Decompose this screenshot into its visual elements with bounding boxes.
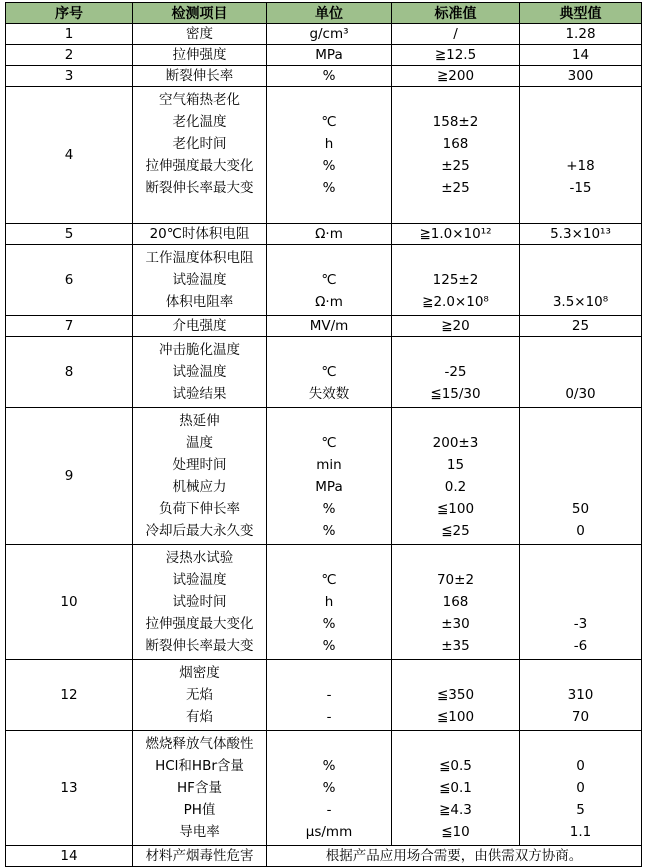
table-row xyxy=(6,45,642,66)
cell-standard xyxy=(392,408,520,545)
cell-item xyxy=(133,245,267,316)
cell-typical-line: 0 xyxy=(576,780,585,796)
cell-standard-line: ≧4.3 xyxy=(439,802,472,818)
cell-standard-line: ≦15/30 xyxy=(430,386,481,402)
cell-unit-line: ℃ xyxy=(321,114,337,130)
cell-typical-line xyxy=(520,247,641,269)
table-row xyxy=(6,66,642,87)
cell-standard-line xyxy=(392,733,519,755)
cell-standard xyxy=(392,245,520,316)
cell-standard-line: 158±2 xyxy=(432,114,479,130)
spec-table xyxy=(5,2,642,867)
cell-unit-line: - xyxy=(326,709,332,725)
cell-typical xyxy=(520,337,642,408)
cell-unit: Ω·m xyxy=(267,224,392,245)
cell-item-line: HF含量 xyxy=(177,780,222,796)
cell-unit-line: ℃ xyxy=(321,364,337,380)
cell-unit-line: - xyxy=(326,802,332,818)
cell-item: 介电强度 xyxy=(133,316,267,337)
cell-typical: 14 xyxy=(520,45,642,66)
cell-unit-line: min xyxy=(316,457,342,473)
cell-item-line: 导电率 xyxy=(179,824,220,840)
cell-typical-line xyxy=(520,133,641,155)
row-number: 3 xyxy=(6,66,133,87)
cell-item-line: 试验温度 xyxy=(172,572,227,588)
cell-typical-line xyxy=(520,569,641,591)
cell-unit xyxy=(267,337,392,408)
cell-unit-line xyxy=(267,339,391,361)
cell-standard-line: ≦350 xyxy=(436,687,475,703)
cell-unit xyxy=(267,660,392,731)
row-number: 9 xyxy=(6,408,133,545)
cell-unit-line: 失效数 xyxy=(308,386,350,402)
cell-item: 材料产烟毒性危害 xyxy=(133,846,267,867)
cell-item-line: 老化温度 xyxy=(172,114,227,130)
cell-typical-line: 5 xyxy=(576,802,585,818)
cell-typical xyxy=(520,660,642,731)
header-row xyxy=(6,3,642,24)
cell-unit-line: % xyxy=(322,758,336,774)
cell-unit-line: - xyxy=(326,687,332,703)
cell-standard xyxy=(392,545,520,660)
cell-standard xyxy=(392,660,520,731)
header-typical: 典型值 xyxy=(520,3,642,24)
cell-unit-line: % xyxy=(322,180,336,196)
cell-item-line: 无焰 xyxy=(186,687,213,703)
cell-standard-line xyxy=(392,547,519,569)
cell-standard-line: ±25 xyxy=(441,158,470,174)
cell-typical-line xyxy=(520,547,641,569)
cell-standard-line xyxy=(392,199,519,221)
cell-item-line: 试验时间 xyxy=(172,594,227,610)
row-number: 4 xyxy=(6,87,133,224)
table-row xyxy=(6,245,642,316)
cell-typical-line xyxy=(520,410,641,432)
cell-standard-line: ≦0.1 xyxy=(439,780,472,796)
row-number: 13 xyxy=(6,731,133,846)
cell-item-line: 试验温度 xyxy=(172,272,227,288)
cell-standard: ≧1.0×10¹² xyxy=(392,224,520,245)
cell-standard-line: 0.2 xyxy=(444,479,467,495)
cell-standard xyxy=(392,731,520,846)
cell-item-line: 有焰 xyxy=(186,709,213,725)
cell-item-line xyxy=(133,199,266,221)
cell-typical-line xyxy=(520,454,641,476)
cell-unit: % xyxy=(267,66,392,87)
cell-standard xyxy=(392,337,520,408)
cell-typical-line: +18 xyxy=(566,158,595,174)
cell-standard-line: -25 xyxy=(444,364,467,380)
cell-typical: 300 xyxy=(520,66,642,87)
cell-item xyxy=(133,408,267,545)
cell-item: 20℃时体积电阻 xyxy=(133,224,267,245)
cell-typical xyxy=(520,87,642,224)
cell-standard-line: ±35 xyxy=(441,638,470,654)
cell-item xyxy=(133,545,267,660)
cell-item-line: 断裂伸长率最大变 xyxy=(145,638,254,654)
cell-standard-line: ≦0.5 xyxy=(439,758,472,774)
cell-unit-line: % xyxy=(322,638,336,654)
cell-unit xyxy=(267,87,392,224)
cell-typical-line xyxy=(520,662,641,684)
cell-unit xyxy=(267,408,392,545)
cell-standard-line: ≦25 xyxy=(441,523,470,539)
cell-standard-line: 168 xyxy=(442,136,469,152)
cell-typical: 25 xyxy=(520,316,642,337)
row-number: 14 xyxy=(6,846,133,867)
cell-item xyxy=(133,731,267,846)
cell-typical-line: -3 xyxy=(573,616,588,632)
cell-unit-line: ℃ xyxy=(321,272,337,288)
row-number: 2 xyxy=(6,45,133,66)
cell-typical-line: 3.5×10⁸ xyxy=(552,294,609,310)
table-row xyxy=(6,24,642,45)
cell-item: 拉伸强度 xyxy=(133,45,267,66)
cell-typical-line xyxy=(520,432,641,454)
cell-unit xyxy=(267,731,392,846)
cell-typical-line: 50 xyxy=(571,501,590,517)
cell-standard xyxy=(392,87,520,224)
cell-typical-line: 0 xyxy=(576,523,585,539)
cell-item: 断裂伸长率 xyxy=(133,66,267,87)
cell-item-line: 断裂伸长率最大变 xyxy=(145,180,254,196)
row-number: 12 xyxy=(6,660,133,731)
cell-unit xyxy=(267,545,392,660)
cell-unit-line: ℃ xyxy=(321,435,337,451)
cell-item-line: 处理时间 xyxy=(172,457,227,473)
cell-unit: g/cm³ xyxy=(267,24,392,45)
cell-typical-line: 310 xyxy=(567,687,594,703)
cell-standard-line: 125±2 xyxy=(432,272,479,288)
cell-item-line: PH值 xyxy=(183,802,216,818)
cell-unit-line: h xyxy=(324,136,334,152)
cell-unit xyxy=(267,245,392,316)
cell-typical-line xyxy=(520,269,641,291)
cell-unit-line: ℃ xyxy=(321,572,337,588)
cell-unit-line: % xyxy=(322,780,336,796)
table-body xyxy=(6,24,642,867)
table-row xyxy=(6,660,642,731)
cell-item-line: 试验结果 xyxy=(172,386,227,402)
cell-typical: 1.28 xyxy=(520,24,642,45)
cell-item-line: 温度 xyxy=(186,435,213,451)
table-row xyxy=(6,408,642,545)
cell-typical-line xyxy=(520,476,641,498)
cell-standard-line xyxy=(392,339,519,361)
cell-item-line: 热延伸 xyxy=(179,413,220,429)
cell-item-line: 冷却后最大永久变 xyxy=(145,523,254,539)
row-number: 10 xyxy=(6,545,133,660)
cell-item xyxy=(133,87,267,224)
cell-standard-line: ±25 xyxy=(441,180,470,196)
cell-unit-line: % xyxy=(322,523,336,539)
cell-unit-line: μs/mm xyxy=(305,824,353,840)
cell-standard-line: 70±2 xyxy=(436,572,475,588)
cell-typical-line xyxy=(520,111,641,133)
cell-typical-line: 1.1 xyxy=(569,824,592,840)
header-item: 检测项目 xyxy=(133,3,267,24)
cell-item-line: 冲击脆化温度 xyxy=(159,342,240,358)
cell-unit-line xyxy=(267,547,391,569)
cell-unit-line xyxy=(267,199,391,221)
cell-typical-line xyxy=(520,361,641,383)
cell-unit-line: h xyxy=(324,594,334,610)
cell-item-line: 工作温度体积电阻 xyxy=(145,250,254,266)
cell-standard-line: ±30 xyxy=(441,616,470,632)
cell-standard-line: ≦100 xyxy=(436,709,475,725)
table-row xyxy=(6,846,642,867)
cell-item-line: 老化时间 xyxy=(172,136,227,152)
table-row xyxy=(6,545,642,660)
cell-item-line: 烟密度 xyxy=(179,665,220,681)
cell-unit-line: % xyxy=(322,158,336,174)
cell-standard-line xyxy=(392,662,519,684)
cell-unit-line xyxy=(267,410,391,432)
cell-typical-line xyxy=(520,199,641,221)
cell-note: 根据产品应用场合需要，由供需双方协商。 xyxy=(267,846,642,867)
cell-standard-line: ≧2.0×10⁸ xyxy=(422,294,489,310)
cell-item-line: 空气箱热老化 xyxy=(159,92,240,108)
cell-standard-line xyxy=(392,247,519,269)
table-row xyxy=(6,731,642,846)
cell-unit-line xyxy=(267,247,391,269)
cell-item-line: HCl和HBr含量 xyxy=(155,758,244,774)
cell-standard: ≧200 xyxy=(392,66,520,87)
cell-unit-line xyxy=(267,662,391,684)
table-row xyxy=(6,224,642,245)
cell-standard: ≧20 xyxy=(392,316,520,337)
cell-item: 密度 xyxy=(133,24,267,45)
cell-typical-line xyxy=(520,733,641,755)
cell-typical xyxy=(520,245,642,316)
cell-typical-line: 0 xyxy=(576,758,585,774)
row-number: 5 xyxy=(6,224,133,245)
cell-unit-line xyxy=(267,89,391,111)
cell-typical-line xyxy=(520,339,641,361)
header-no: 序号 xyxy=(6,3,133,24)
cell-item-line: 燃烧释放气体酸性 xyxy=(145,736,254,752)
header-standard: 标准值 xyxy=(392,3,520,24)
cell-typical xyxy=(520,731,642,846)
cell-item xyxy=(133,337,267,408)
cell-unit-line: % xyxy=(322,616,336,632)
cell-item-line: 拉伸强度最大变化 xyxy=(145,616,254,632)
cell-item-line: 试验温度 xyxy=(172,364,227,380)
cell-typical-line xyxy=(520,591,641,613)
cell-unit: MV/m xyxy=(267,316,392,337)
cell-standard-line: ≦10 xyxy=(441,824,470,840)
cell-item-line: 负荷下伸长率 xyxy=(159,501,240,517)
cell-standard-line: 200±3 xyxy=(432,435,479,451)
table-row xyxy=(6,337,642,408)
cell-typical-line: 70 xyxy=(571,709,590,725)
table-row xyxy=(6,87,642,224)
cell-unit-line: % xyxy=(322,501,336,517)
cell-standard: / xyxy=(392,24,520,45)
cell-item-line: 机械应力 xyxy=(172,479,227,495)
cell-typical-line: -6 xyxy=(573,638,588,654)
cell-item-line: 拉伸强度最大变化 xyxy=(145,158,254,174)
row-number: 6 xyxy=(6,245,133,316)
cell-standard-line xyxy=(392,410,519,432)
cell-typical-line xyxy=(520,89,641,111)
cell-typical-line: -15 xyxy=(569,180,592,196)
cell-unit: MPa xyxy=(267,45,392,66)
cell-standard-line: 15 xyxy=(446,457,465,473)
cell-item-line: 体积电阻率 xyxy=(165,294,234,310)
row-number: 8 xyxy=(6,337,133,408)
cell-item-line: 浸热水试验 xyxy=(165,550,234,566)
cell-typical xyxy=(520,545,642,660)
row-number: 1 xyxy=(6,24,133,45)
cell-standard-line: ≦100 xyxy=(436,501,475,517)
table-row xyxy=(6,316,642,337)
cell-unit-line: MPa xyxy=(315,479,343,495)
cell-standard-line: 168 xyxy=(442,594,469,610)
cell-typical xyxy=(520,408,642,545)
cell-typical: 5.3×10¹³ xyxy=(520,224,642,245)
cell-standard-line xyxy=(392,89,519,111)
cell-typical-line: 0/30 xyxy=(565,386,596,402)
cell-standard: ≧12.5 xyxy=(392,45,520,66)
header-unit: 单位 xyxy=(267,3,392,24)
cell-unit-line xyxy=(267,733,391,755)
cell-unit-line: Ω·m xyxy=(315,294,343,310)
cell-item xyxy=(133,660,267,731)
row-number: 7 xyxy=(6,316,133,337)
